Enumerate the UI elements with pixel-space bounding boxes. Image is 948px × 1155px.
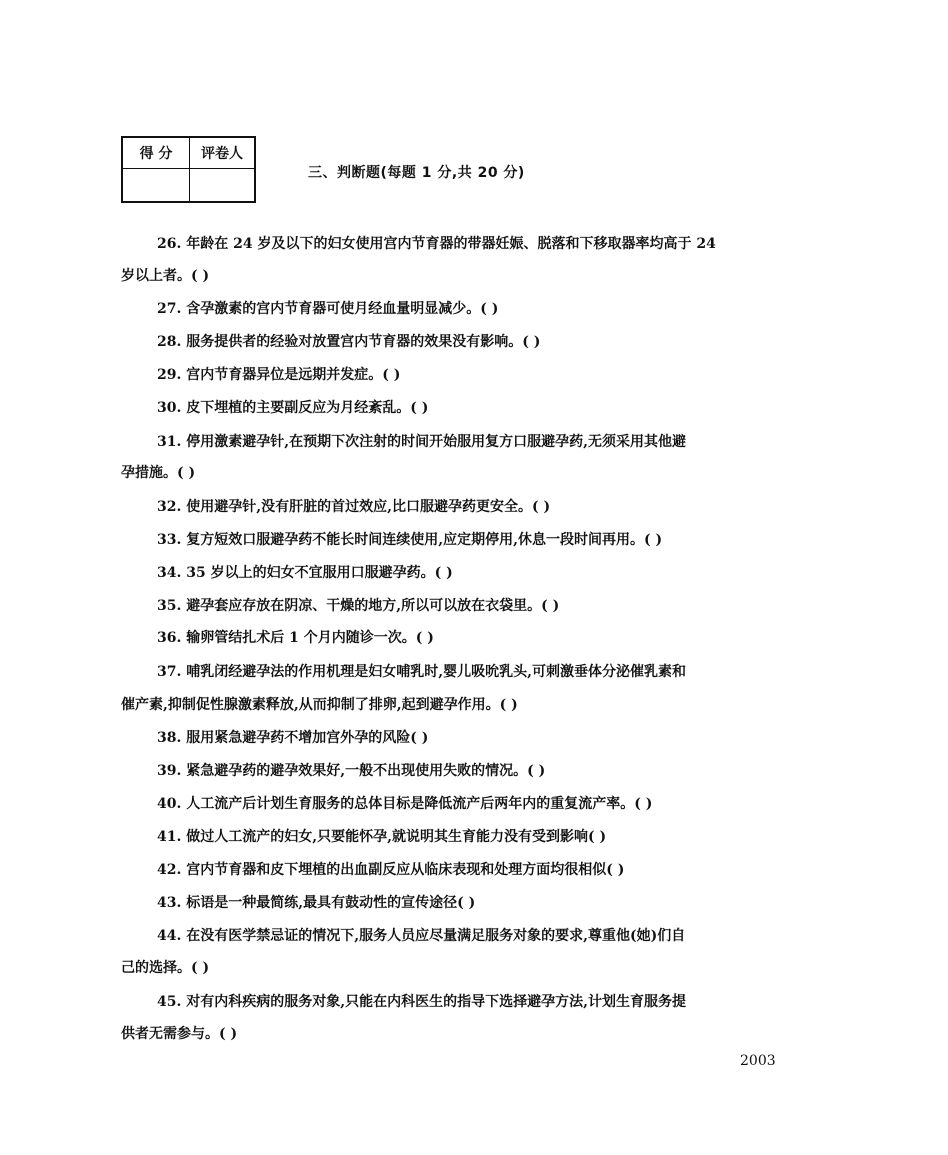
- question-32: 32. 使用避孕针,没有肝脏的首过效应,比口服避孕药更安全。( ): [157, 499, 551, 515]
- score-cell: [122, 169, 190, 203]
- question-26-line-2: 岁以上者。( ): [121, 268, 210, 284]
- question-37-line-2: 催产素,抑制促性腺激素释放,从而抑制了排卵,起到避孕作用。( ): [121, 697, 518, 713]
- score-box: [121, 136, 256, 203]
- question-26-line-1: 26. 年龄在 24 岁及以下的妇女使用宫内节育器的带器妊娠、脱落和下移取器率均高于 24: [157, 236, 716, 252]
- question-39: 39. 紧急避孕药的避孕效果好,一般不出现使用失败的情况。( ): [157, 763, 546, 779]
- question-44-line-1: 44. 在没有医学禁忌证的情况下,服务人员应尽量满足服务对象的要求,尊重他(她)们自: [157, 928, 686, 944]
- question-34: 34. 35 岁以上的妇女不宜服用口服避孕药。( ): [157, 565, 453, 581]
- question-42: 42. 宫内节育器和皮下埋植的出血副反应从临床表现和处理方面均很相似( ): [157, 862, 625, 878]
- question-38: 38. 服用紧急避孕药不增加宫外孕的风险( ): [157, 730, 429, 746]
- question-31-line-2: 孕措施。( ): [121, 465, 196, 481]
- question-30: 30. 皮下埋植的主要副反应为月经紊乱。( ): [157, 400, 429, 416]
- question-31-line-1: 31. 停用激素避孕针,在预期下次注射的时间开始服用复方口服避孕药,无须采用其他避: [157, 434, 686, 450]
- question-35: 35. 避孕套应存放在阴凉、干燥的地方,所以可以放在衣袋里。( ): [157, 598, 560, 614]
- score-header: 得 分: [122, 137, 190, 169]
- question-33: 33. 复方短效口服避孕药不能长时间连续使用,应定期停用,休息一段时间再用。( ): [157, 532, 663, 548]
- grader-cell: [190, 169, 256, 203]
- question-28: 28. 服务提供者的经验对放置宫内节育器的效果没有影响。( ): [157, 334, 541, 350]
- grader-header: 评卷人: [190, 137, 256, 169]
- question-45-line-2: 供者无需参与。( ): [121, 1026, 238, 1042]
- page-number: 2003: [740, 1053, 776, 1069]
- question-29: 29. 宫内节育器异位是远期并发症。( ): [157, 367, 401, 383]
- question-27: 27. 含孕激素的宫内节育器可使月经血量明显减少。( ): [157, 301, 499, 317]
- question-36: 36. 输卵管结扎术后 1 个月内随诊一次。( ): [157, 630, 434, 646]
- section-title: 三、判断题(每题 1 分,共 20 分): [308, 165, 525, 181]
- question-45-line-1: 45. 对有内科疾病的服务对象,只能在内科医生的指导下选择避孕方法,计划生育服务提: [157, 994, 686, 1010]
- question-40: 40. 人工流产后计划生育服务的总体目标是降低流产后两年内的重复流产率。( ): [157, 796, 653, 812]
- question-41: 41. 做过人工流产的妇女,只要能怀孕,就说明其生育能力没有受到影响( ): [157, 829, 607, 845]
- question-43: 43. 标语是一种最简练,最具有鼓动性的宣传途径( ): [157, 895, 476, 911]
- question-44-line-2: 己的选择。( ): [121, 960, 210, 976]
- question-37-line-1: 37. 哺乳闭经避孕法的作用机理是妇女哺乳时,婴儿吸吮乳头,可刺激垂体分泌催乳素和: [157, 664, 686, 680]
